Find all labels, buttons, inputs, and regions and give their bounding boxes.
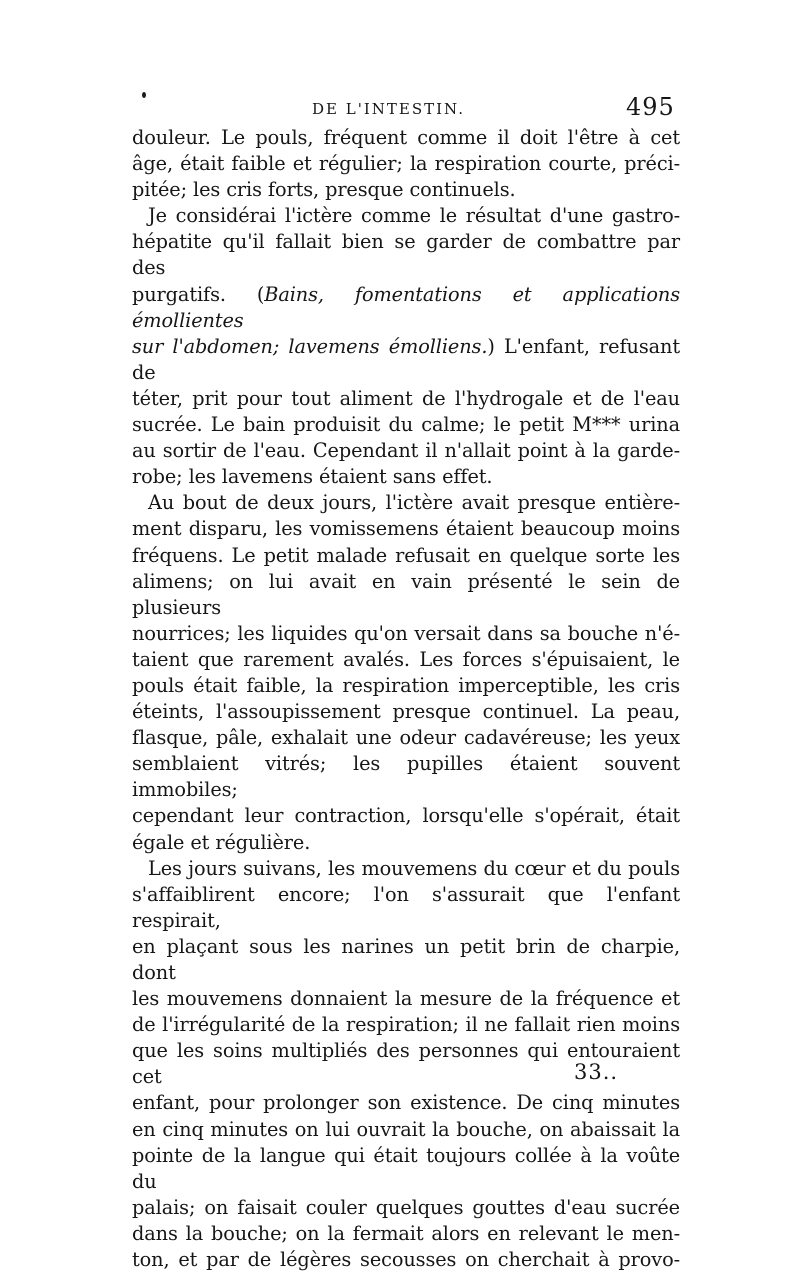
text-line: dans la bouche; on la fermait alors en relevant le men- <box>132 1221 680 1245</box>
text-line: âge, était faible et régulier; la respiration courte, préci- <box>132 152 680 176</box>
body-text <box>132 125 680 1273</box>
italic-span: sur l'abdomen; lavemens émolliens. <box>132 334 488 358</box>
ink-speck <box>142 92 146 98</box>
text-line: téter, prit pour tout aliment de l'hydrogale et de l'eau <box>132 386 680 410</box>
text-line: ment disparu, les vomissemens étaient beaucoup moins <box>132 517 680 541</box>
text-line: que les soins multipliés des personnes qui entouraient cet <box>132 1039 680 1089</box>
running-head: DE L'INTESTIN. <box>312 100 465 118</box>
page-number: 495 <box>626 93 675 121</box>
text-line: les mouvemens donnaient la mesure de la fréquence et <box>132 987 680 1011</box>
text-line <box>132 282 680 334</box>
text-line: de l'irrégularité de la respiration; il ne fallait rien moins <box>132 1013 680 1037</box>
text-line: pouls était faible, la respiration imperceptible, les cris <box>132 673 680 697</box>
signature-mark: 33.. <box>574 1060 619 1084</box>
text-line: cependant leur contraction, lorsqu'elle s'opérait, était <box>132 804 680 828</box>
text-line: pitée; les cris forts, presque continuels. <box>132 178 516 202</box>
text-line: fréquens. Le petit malade refusait en quelque sorte les <box>132 543 680 567</box>
text-line: en cinq minutes on lui ouvrait la bouche, on abaissait la <box>132 1117 680 1141</box>
text-line: Au bout de deux jours, l'ictère avait presque entière- <box>148 491 680 515</box>
text-line: éteints, l'assoupissement presque continuel. La peau, <box>132 700 680 724</box>
text-line: s'affaiblirent encore; l'on s'assurait que l'enfant respirait, <box>132 882 680 932</box>
text-span: purgatifs. ( <box>132 282 265 306</box>
text-line: sucrée. Le bain produisit du calme; le petit M*** urina <box>132 413 680 437</box>
text-line: douleur. Le pouls, fréquent comme il doit l'être à cet <box>132 126 680 149</box>
text-line: enfant, pour prolonger son existence. De cinq minutes <box>132 1091 680 1115</box>
text-line: flasque, pâle, exhalait une odeur cadavéreuse; les yeux <box>132 726 680 750</box>
text-line: alimens; on lui avait en vain présenté le sein de plusieurs <box>132 569 680 619</box>
text-line: Je considérai l'ictère comme le résultat d'une gastro- <box>148 204 680 228</box>
text-line: taient que rarement avalés. Les forces s'épuisaient, le <box>132 647 680 671</box>
text-line: palais; on faisait couler quelques gouttes d'eau sucrée <box>132 1195 680 1219</box>
text-line: égale et régulière. <box>132 830 311 854</box>
text-line: au sortir de l'eau. Cependant il n'allait point à la garde- <box>132 439 680 463</box>
text-line: robe; les lavemens étaient sans effet. <box>132 465 493 489</box>
text-line: pointe de la langue qui était toujours collée à la voûte du <box>132 1143 680 1193</box>
text-line: hépatite qu'il fallait bien se garder de combattre par des <box>132 230 680 280</box>
text-line: nourrices; les liquides qu'on versait dans sa bouche n'é- <box>132 621 680 645</box>
text-line: ton, et par de légères secousses on cherchait à provo- <box>132 1248 680 1272</box>
text-line: en plaçant sous les narines un petit brin de charpie, dont <box>132 934 680 984</box>
text-line: Les jours suivans, les mouvemens du cœur et du pouls <box>148 856 680 880</box>
text-span: ) L'enfant, refusant de <box>132 334 680 384</box>
text-line: semblaient vitrés; les pupilles étaient souvent immobiles; <box>132 752 680 802</box>
italic-span: Bains, fomentations et applications émollientes <box>132 282 680 332</box>
text-line <box>132 334 680 386</box>
